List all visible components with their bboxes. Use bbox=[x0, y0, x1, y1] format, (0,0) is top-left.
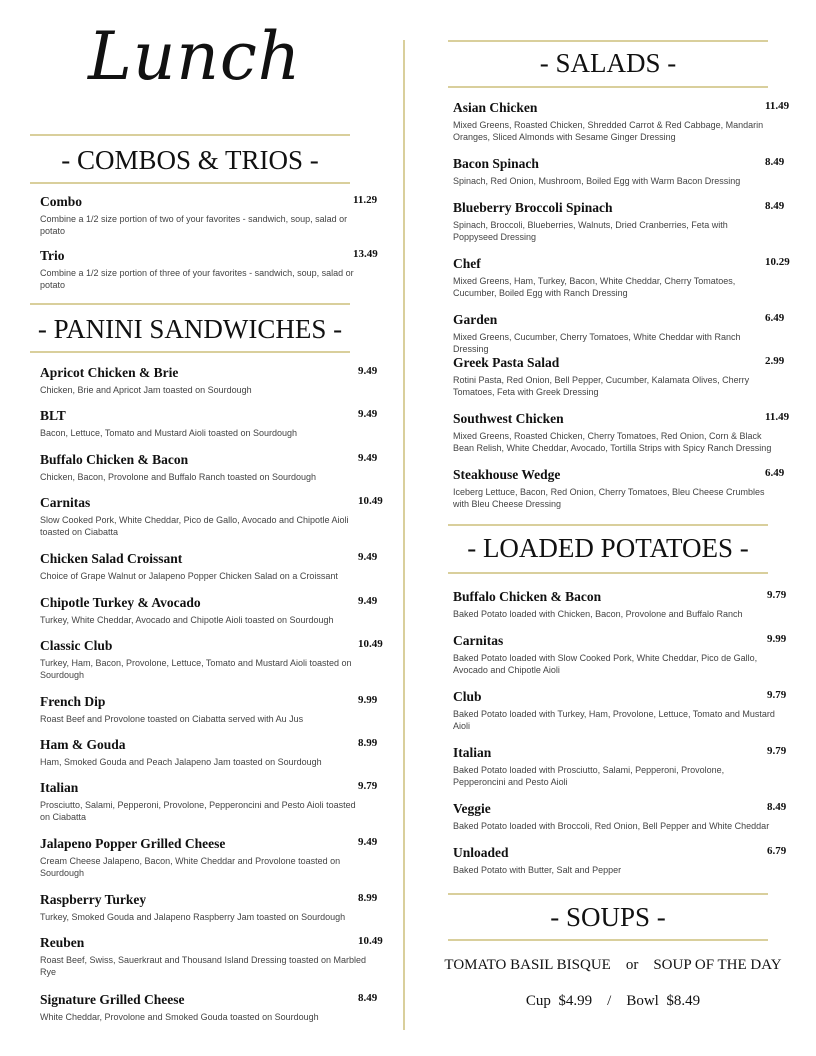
rule-soups-top bbox=[448, 893, 768, 895]
panini-item-price: 8.99 bbox=[358, 737, 378, 749]
combos-heading: - COMBOS & TRIOS - bbox=[61, 145, 319, 175]
panini-item bbox=[40, 780, 380, 823]
panini-heading: - PANINI SANDWICHES - bbox=[37, 314, 343, 344]
panini-item bbox=[40, 365, 380, 396]
panini-item-description: Bacon, Lettuce, Tomato and Mustard Aioli toasted on Sourdough bbox=[40, 428, 298, 438]
column-divider bbox=[403, 40, 405, 1030]
potato-item bbox=[453, 745, 793, 788]
potato-item-description: Baked Potato loaded with Prosciutto, Salami, Pepperoni, Provolone, Pepperoncini and Pesto Aioli bbox=[453, 765, 725, 787]
combo-item-price: 11.29 bbox=[353, 194, 378, 206]
salad-item-description: Mixed Greens, Roasted Chicken, Cherry Tomatoes, Red Onion, Corn & Black Bean Relish, White Cheddar, Avocado, Tortilla Strips with Spicy Ranch Dressing bbox=[453, 431, 772, 453]
panini-item bbox=[40, 638, 383, 681]
panini-item-name: Carnitas bbox=[40, 495, 91, 510]
panini-item-price: 9.49 bbox=[358, 836, 378, 848]
panini-item-description: Choice of Grape Walnut or Jalapeno Popper Chicken Salad on a Croissant bbox=[40, 571, 338, 581]
panini-item-description: Cream Cheese Jalapeno, Bacon, White Cheddar and Provolone toasted on Sourdough bbox=[40, 856, 341, 878]
potatoes-heading: - LOADED POTATOES - bbox=[467, 533, 749, 563]
potato-item-price: 6.79 bbox=[767, 845, 787, 857]
combo-item bbox=[40, 194, 380, 237]
panini-item-description: Chicken, Brie and Apricot Jam toasted on Sourdough bbox=[40, 385, 252, 395]
panini-item bbox=[40, 452, 380, 483]
panini-item-price: 8.49 bbox=[358, 992, 378, 1004]
potato-item-price: 9.79 bbox=[767, 689, 787, 701]
rule-panini-top bbox=[30, 303, 350, 305]
potato-item-name: Buffalo Chicken & Bacon bbox=[453, 589, 602, 604]
salad-item-price: 11.49 bbox=[765, 100, 790, 112]
combo-item-price: 13.49 bbox=[353, 248, 378, 260]
rule-potatoes-bottom bbox=[448, 572, 768, 574]
panini-item-price: 8.99 bbox=[358, 892, 378, 904]
page-title: Lunch bbox=[88, 18, 302, 95]
rule-potatoes-top bbox=[448, 524, 768, 526]
panini-item-name: Chicken Salad Croissant bbox=[40, 551, 183, 566]
potato-item-price: 9.79 bbox=[767, 589, 787, 601]
potato-item-name: Veggie bbox=[453, 801, 491, 816]
combo-item-name: Trio bbox=[40, 248, 65, 263]
potato-item-name: Carnitas bbox=[453, 633, 504, 648]
panini-item bbox=[40, 595, 380, 626]
salads-heading: - SALADS - bbox=[539, 48, 677, 78]
panini-item-description: Turkey, Smoked Gouda and Jalapeno Raspberry Jam toasted on Sourdough bbox=[40, 912, 346, 922]
panini-item-name: BLT bbox=[40, 408, 66, 423]
panini-item-name: French Dip bbox=[40, 694, 106, 709]
salad-item-price: 6.49 bbox=[765, 467, 785, 479]
salad-item bbox=[453, 312, 793, 355]
soups-heading: - SOUPS - bbox=[550, 902, 666, 932]
salad-item-description: Iceberg Lettuce, Bacon, Red Onion, Cherry Tomatoes, Bleu Cheese Crumbles with Bleu Cheese Dressing bbox=[453, 487, 765, 509]
panini-item bbox=[40, 892, 380, 923]
panini-item-name: Buffalo Chicken & Bacon bbox=[40, 452, 189, 467]
panini-item-price: 9.49 bbox=[358, 551, 378, 563]
salad-item-price: 2.99 bbox=[765, 355, 785, 367]
salad-item-name: Blueberry Broccoli Spinach bbox=[453, 200, 613, 215]
potato-item-name: Unloaded bbox=[453, 845, 509, 860]
potato-item bbox=[453, 633, 793, 676]
salad-item-price: 8.49 bbox=[765, 200, 785, 212]
potato-item-description: Baked Potato loaded with Chicken, Bacon, Provolone and Buffalo Ranch bbox=[453, 609, 743, 619]
potato-item-name: Italian bbox=[453, 745, 492, 760]
panini-item-name: Italian bbox=[40, 780, 79, 795]
salad-item-description: Mixed Greens, Cucumber, Cherry Tomatoes, White Cheddar with Ranch Dressing bbox=[453, 332, 741, 354]
combo-item bbox=[40, 248, 380, 291]
salad-item-name: Garden bbox=[453, 312, 498, 327]
potato-item-description: Baked Potato with Butter, Salt and Pepper bbox=[453, 865, 622, 875]
potato-item bbox=[453, 689, 793, 732]
rule-combos-top bbox=[30, 134, 350, 136]
soup-prices: Cup $4.99 / Bowl $8.49 bbox=[525, 993, 701, 1009]
potato-item-description: Baked Potato loaded with Broccoli, Red Onion, Bell Pepper and White Cheddar bbox=[453, 821, 770, 831]
salad-item-description: Spinach, Broccoli, Blueberries, Walnuts, Dried Cranberries, Feta with Poppyseed Dressing bbox=[453, 220, 728, 242]
rule-panini-bottom bbox=[30, 351, 350, 353]
panini-item-description: Chicken, Bacon, Provolone and Buffalo Ranch toasted on Sourdough bbox=[40, 472, 317, 482]
combo-item-description: Combine a 1/2 size portion of two of your favorites - sandwich, soup, salad or potato bbox=[40, 214, 348, 236]
salad-item-description: Spinach, Red Onion, Mushroom, Boiled Egg with Warm Bacon Dressing bbox=[453, 176, 741, 186]
potato-item-description: Baked Potato loaded with Turkey, Ham, Provolone, Lettuce, Tomato and Mustard Aioli bbox=[453, 709, 775, 731]
panini-item-name: Chipotle Turkey & Avocado bbox=[40, 595, 201, 610]
panini-item-description: Roast Beef, Swiss, Sauerkraut and Thousand Island Dressing toasted on Marbled Rye bbox=[40, 955, 367, 977]
soup-options: TOMATO BASIL BISQUE or SOUP OF THE DAY bbox=[444, 957, 782, 973]
panini-item bbox=[40, 551, 380, 582]
salad-item-name: Chef bbox=[453, 256, 481, 271]
rule-salads-bottom bbox=[448, 86, 768, 88]
panini-item-name: Raspberry Turkey bbox=[40, 892, 147, 907]
panini-item-description: White Cheddar, Provolone and Smoked Gouda toasted on Sourdough bbox=[40, 1012, 319, 1022]
panini-item bbox=[40, 495, 383, 538]
panini-item-price: 9.99 bbox=[358, 694, 378, 706]
combo-item-description: Combine a 1/2 size portion of three of your favorites - sandwich, soup, salad or potato bbox=[40, 268, 354, 290]
panini-item-price: 9.49 bbox=[358, 595, 378, 607]
salad-item-name: Steakhouse Wedge bbox=[453, 467, 561, 482]
panini-item bbox=[40, 935, 383, 978]
panini-item-price: 9.49 bbox=[358, 408, 378, 420]
salad-item-name: Asian Chicken bbox=[453, 100, 538, 115]
panini-item-price: 10.49 bbox=[358, 935, 383, 947]
panini-item-name: Apricot Chicken & Brie bbox=[40, 365, 179, 380]
panini-item-price: 10.49 bbox=[358, 638, 383, 650]
panini-item bbox=[40, 737, 380, 768]
salad-item-price: 8.49 bbox=[765, 156, 785, 168]
combo-item-name: Combo bbox=[40, 194, 83, 209]
salad-item bbox=[453, 411, 793, 454]
salad-item bbox=[453, 256, 793, 299]
potato-item bbox=[453, 845, 793, 876]
salad-item bbox=[453, 200, 793, 243]
panini-item-description: Turkey, Ham, Bacon, Provolone, Lettuce, Tomato and Mustard Aioli toasted on Sourdough bbox=[40, 658, 352, 680]
potato-item bbox=[453, 801, 793, 832]
salad-item-price: 6.49 bbox=[765, 312, 785, 324]
panini-item-description: Turkey, White Cheddar, Avocado and Chipotle Aioli toasted on Sourdough bbox=[40, 615, 334, 625]
panini-item-name: Ham & Gouda bbox=[40, 737, 126, 752]
panini-item-name: Classic Club bbox=[40, 638, 113, 653]
salad-item-name: Bacon Spinach bbox=[453, 156, 539, 171]
salad-item-description: Rotini Pasta, Red Onion, Bell Pepper, Cucumber, Kalamata Olives, Cherry Tomatoes, Feta with Greek Dressing bbox=[453, 375, 750, 397]
rule-combos-bottom bbox=[30, 182, 350, 184]
panini-item-description: Prosciutto, Salami, Pepperoni, Provolone, Pepperoncini and Pesto Aioli toasted on Ciabatta bbox=[40, 800, 356, 822]
potato-item-description: Baked Potato loaded with Slow Cooked Pork, White Cheddar, Pico de Gallo, Avocado and Chipotle Aioli bbox=[453, 653, 758, 675]
panini-item-description: Slow Cooked Pork, White Cheddar, Pico de Gallo, Avocado and Chipotle Aioli toasted on Ciabatta bbox=[40, 515, 349, 537]
panini-item bbox=[40, 694, 380, 725]
panini-item-price: 10.49 bbox=[358, 495, 383, 507]
potato-item-name: Club bbox=[453, 689, 482, 704]
panini-item-description: Ham, Smoked Gouda and Peach Jalapeno Jam toasted on Sourdough bbox=[40, 757, 322, 767]
panini-item-price: 9.49 bbox=[358, 452, 378, 464]
salad-item-description: Mixed Greens, Ham, Turkey, Bacon, White Cheddar, Cherry Tomatoes, Cucumber, Boiled Egg with Ranch Dressing bbox=[453, 276, 736, 298]
salad-item-price: 11.49 bbox=[765, 411, 790, 423]
salad-item bbox=[453, 355, 793, 398]
potato-item bbox=[453, 589, 793, 620]
panini-item-name: Reuben bbox=[40, 935, 85, 950]
salad-item bbox=[453, 156, 793, 187]
panini-item-name: Signature Grilled Cheese bbox=[40, 992, 185, 1007]
panini-item-name: Jalapeno Popper Grilled Cheese bbox=[40, 836, 226, 851]
rule-salads-top bbox=[448, 40, 768, 42]
salad-item-name: Greek Pasta Salad bbox=[453, 355, 560, 370]
potato-item-price: 8.49 bbox=[767, 801, 787, 813]
panini-item bbox=[40, 992, 380, 1023]
panini-item bbox=[40, 836, 380, 879]
salad-item bbox=[453, 100, 793, 143]
salad-item-name: Southwest Chicken bbox=[453, 411, 564, 426]
potato-item-price: 9.99 bbox=[767, 633, 787, 645]
salad-item-description: Mixed Greens, Roasted Chicken, Shredded Carrot & Red Cabbage, Mandarin Oranges, Sliced Almonds with Sesame Ginger Dressing bbox=[453, 120, 764, 142]
salad-item bbox=[453, 467, 793, 510]
potato-item-price: 9.79 bbox=[767, 745, 787, 757]
panini-item-price: 9.79 bbox=[358, 780, 378, 792]
rule-soups-bottom bbox=[448, 939, 768, 941]
panini-item bbox=[40, 408, 380, 439]
panini-item-description: Roast Beef and Provolone toasted on Ciabatta served with Au Jus bbox=[40, 714, 304, 724]
panini-item-price: 9.49 bbox=[358, 365, 378, 377]
salad-item-price: 10.29 bbox=[765, 256, 790, 268]
